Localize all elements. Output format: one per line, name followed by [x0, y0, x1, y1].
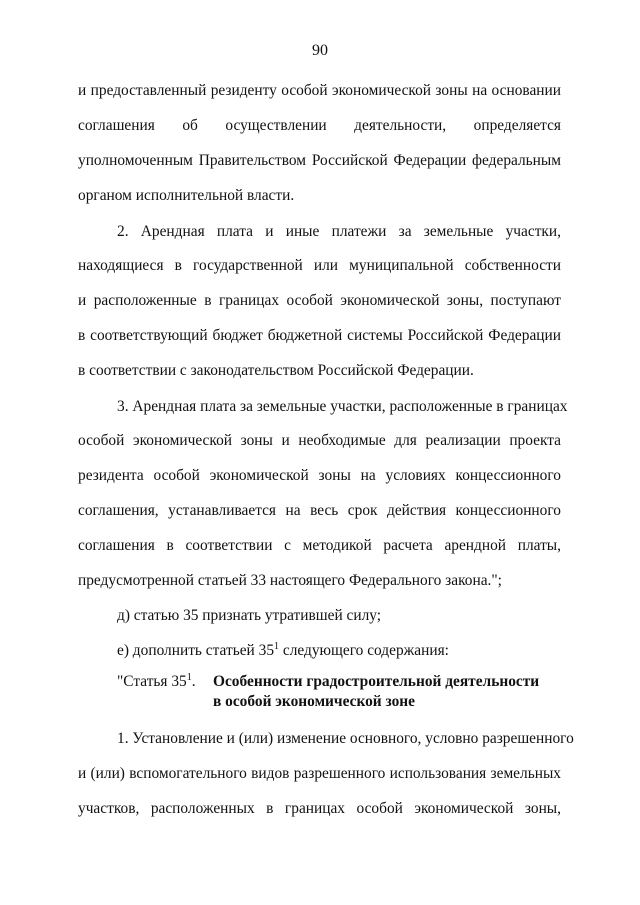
text-line — [117, 641, 561, 661]
text-line: участков, расположенных в границах особой экономической зоны, — [78, 800, 561, 817]
text-line: и расположенные в границах особой экономической зоны, поступают — [78, 292, 561, 309]
article-title: в особой экономической зоне — [213, 693, 416, 710]
page-number: 90 — [312, 42, 328, 59]
text-fragment: е) дополнить статьей 35 — [117, 642, 275, 659]
superscript: 1 — [186, 672, 192, 683]
superscript: 1 — [274, 641, 280, 652]
text-line: находящиеся в государственной или муниципальной собственности — [78, 257, 561, 274]
text-line: органом исполнительной власти. — [78, 187, 295, 204]
text-line: д) статью 35 признать утратившей силу; — [117, 607, 382, 624]
text-line: соглашения в соответствии с методикой расчета арендной платы, — [78, 537, 561, 554]
text-line: 3. Арендная плата за земельные участки, расположенные в границах — [117, 398, 568, 415]
text-line: и (или) вспомогательного видов разрешенного использования земельных — [78, 765, 561, 782]
text-line: предусмотренной статьей 33 настоящего Федерального закона."; — [78, 572, 502, 589]
text-line: особой экономической зоны и необходимые для реализации проекта — [78, 432, 561, 449]
text-line: соглашения, устанавливается на весь срок действия концессионного — [78, 502, 561, 519]
text-line: резидента особой экономической зоны на условиях концессионного — [78, 467, 561, 484]
text-fragment: следующего содержания: — [279, 642, 449, 659]
text-line: и предоставленный резиденту особой экономической зоны на основании — [78, 82, 561, 99]
text-line: в соответствии с законодательством Российской Федерации. — [78, 362, 474, 379]
text-line: 2. Арендная плата и иные платежи за земельные участки, — [117, 223, 561, 240]
text-line: уполномоченным Правительством Российской Федерации федеральным — [78, 152, 561, 169]
text-line: 1. Установление и (или) изменение основного, условно разрешенного — [117, 730, 574, 747]
article-heading-lead — [117, 672, 196, 692]
text-fragment: . — [191, 673, 196, 690]
article-title: Особенности градостроительной деятельности — [213, 673, 540, 690]
text-line: соглашения об осуществлении деятельности, определяется — [78, 117, 561, 134]
text-fragment: "Статья 35 — [117, 673, 187, 690]
text-line: в соответствующий бюджет бюджетной системы Российской Федерации — [78, 327, 561, 344]
